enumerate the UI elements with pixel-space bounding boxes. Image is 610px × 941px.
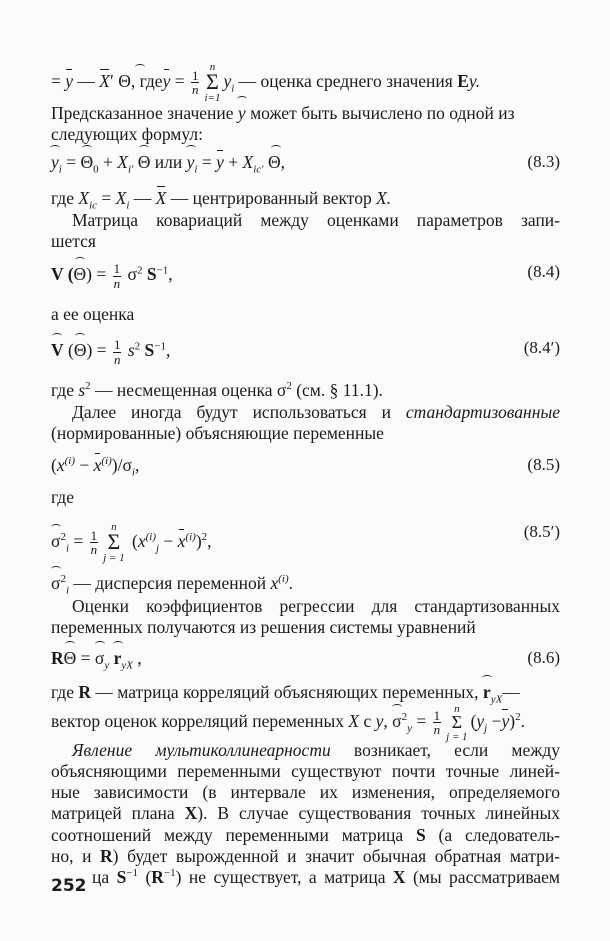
y-bar: y — [216, 152, 224, 172]
sup: 2 — [136, 264, 143, 277]
equation-body — [51, 152, 285, 177]
text: Далее иногда будут использоваться и — [72, 402, 406, 422]
text: — центрированный вектор — [166, 188, 377, 208]
sigma-hat: σ — [94, 648, 105, 668]
text: ) не существует, а матрица — [175, 867, 393, 887]
text: = — [69, 530, 88, 551]
text: где — [51, 188, 79, 208]
x-bar: X — [99, 70, 110, 91]
paragraph-line — [72, 402, 560, 423]
var: y. — [468, 70, 481, 91]
sup: (i) — [185, 531, 196, 544]
var: S — [116, 867, 127, 887]
paragraph-line — [51, 825, 560, 846]
paragraph-line — [92, 867, 560, 888]
y-bar: y — [65, 70, 74, 91]
text: = — [411, 711, 431, 731]
y-hat: y — [51, 152, 59, 172]
text: ( — [470, 711, 477, 731]
v-hat: V — [51, 340, 64, 361]
sum-symbol — [446, 704, 467, 742]
fraction — [433, 709, 442, 737]
paragraph-line — [72, 740, 560, 761]
sup: 2 — [515, 711, 521, 724]
sup: 2 — [286, 380, 292, 393]
text: , — [133, 648, 142, 668]
var: x — [270, 573, 279, 593]
sub: i — [194, 163, 198, 176]
sup: 2 — [134, 340, 141, 353]
sigma-glyph: Σ — [451, 712, 463, 733]
sub: i — [126, 199, 130, 212]
sigma-glyph: Σ — [107, 529, 121, 555]
var: S — [415, 825, 426, 845]
text: ) = — [86, 264, 111, 285]
text: ца — [92, 867, 117, 887]
sup: (i) — [101, 455, 112, 468]
sub: ic — [89, 199, 98, 212]
sup: (i) — [145, 531, 156, 544]
var: y — [223, 70, 232, 91]
sub: i — [65, 542, 69, 555]
theta-hat: Θ — [63, 648, 77, 668]
r-hat: r — [482, 682, 491, 702]
text: + — [98, 152, 118, 172]
denominator: n — [191, 82, 199, 98]
equation-body — [51, 522, 212, 564]
var: X — [117, 152, 128, 172]
equation-8-5-prime — [51, 522, 560, 564]
text: ) — [195, 530, 202, 551]
text: (а следователь- — [425, 825, 560, 845]
text: . — [520, 711, 525, 731]
text: — — [129, 188, 156, 208]
y-hat: y — [186, 152, 195, 172]
text: возникает, если между — [330, 740, 561, 760]
text: — — [502, 682, 520, 702]
x-bar: x — [93, 455, 102, 475]
equation-body — [51, 338, 170, 366]
text: — дисперсия переменной — [69, 573, 271, 593]
paragraph-line: а ее оценка — [51, 304, 135, 324]
paragraph-line: шется — [51, 231, 96, 251]
equation-8-5 — [51, 455, 560, 480]
numerator: 1 — [433, 707, 441, 723]
text: . — [288, 573, 293, 593]
sub: i — [131, 466, 135, 479]
sup: (i) — [64, 455, 75, 468]
sum-lower: j = 1 — [446, 730, 468, 743]
theta-hat: Θ — [73, 264, 87, 285]
sum-upper: n — [209, 61, 216, 73]
var: X — [78, 188, 90, 208]
text: )/σ — [111, 455, 132, 475]
r-hat: r — [113, 648, 122, 668]
fraction — [113, 262, 122, 290]
paragraph-line — [51, 704, 560, 742]
text: ) = — [86, 340, 111, 361]
sum-lower: j = 1 — [103, 552, 125, 565]
sub: y — [104, 659, 110, 672]
paragraph-line — [51, 682, 560, 707]
text: — оценка среднего значения — [234, 70, 458, 91]
sub: ic′ — [253, 163, 264, 176]
sup: 2 — [60, 531, 66, 544]
page-number: 252 — [51, 876, 87, 896]
sigma-hat: σ — [392, 711, 402, 731]
var: X — [184, 803, 198, 823]
y-bar: y — [501, 711, 510, 731]
var: y — [476, 711, 485, 731]
equation-number: (8.3) — [527, 152, 560, 171]
var: X — [392, 867, 406, 887]
sigma-glyph: Σ — [206, 69, 219, 95]
var: X. — [376, 188, 392, 208]
emphasis: Явление мультиколлинеарности — [72, 740, 331, 760]
text: , — [383, 711, 393, 731]
text: ). В случае существования точных линейных — [197, 803, 561, 823]
sum-upper: n — [111, 521, 117, 533]
theta-hat: Θ — [73, 340, 87, 361]
equation-8-4-prime — [51, 338, 560, 366]
text: ) — [509, 711, 516, 731]
text: = — [170, 70, 189, 91]
theta-hat: Θ — [80, 152, 94, 172]
var: R — [51, 648, 64, 668]
equation-8-6 — [51, 648, 560, 673]
paragraph-line: следующих формул: — [51, 124, 203, 144]
sup: (i) — [278, 573, 289, 586]
paragraph-line: объясняющими переменными существуют почти точные линей- — [51, 761, 560, 781]
var: R — [78, 682, 91, 702]
numerator: 1 — [113, 261, 121, 276]
text: матрицей плана — [51, 803, 185, 823]
equation-number: (8.4′) — [523, 338, 560, 357]
text: = — [197, 152, 217, 172]
sub: i — [58, 163, 62, 176]
emphasis: стандартизованные — [405, 402, 560, 422]
var: s — [123, 340, 135, 361]
text: Предсказанное значение — [51, 103, 238, 123]
text: с — [359, 711, 376, 731]
sigma-hat: σ — [51, 573, 61, 593]
paragraph-line — [51, 803, 560, 824]
equation-number: (8.4) — [527, 262, 560, 281]
formula-line-mean — [51, 62, 560, 104]
sup: 2 — [60, 573, 66, 586]
var: x — [137, 530, 146, 551]
sum-symbol — [103, 522, 124, 564]
sub: i′ — [127, 163, 134, 176]
equation-8-4 — [51, 262, 560, 290]
var: R — [100, 846, 113, 866]
equation-body — [51, 455, 139, 480]
paragraph-line — [51, 380, 560, 401]
sum-lower: i=1 — [204, 92, 221, 105]
text: или — [150, 152, 187, 172]
denominator: n — [433, 722, 441, 738]
text: + — [223, 152, 243, 172]
var: R — [151, 867, 164, 887]
var: x — [56, 455, 65, 475]
text: S — [140, 340, 155, 361]
text: − — [75, 455, 94, 475]
equation-number: (8.6) — [527, 648, 560, 667]
theta-hat: Θ — [137, 152, 151, 172]
sum-upper: n — [454, 703, 460, 715]
y-hat: y — [237, 103, 246, 123]
sup: 2 — [85, 380, 91, 393]
paragraph-line: Оценки коэффициентов регрессии для стандартизованных — [72, 596, 560, 616]
text: (мы рассматриваем — [405, 867, 560, 887]
sigma-hat: σ — [51, 530, 61, 551]
text: , — [165, 340, 171, 361]
text: может быть вычислено по одной из — [245, 103, 515, 123]
equation-number: (8.5) — [527, 455, 560, 474]
expectation-E: E — [457, 70, 469, 91]
denominator: n — [90, 542, 98, 558]
text: вектор оценок корреляций переменных — [51, 711, 349, 731]
sup: 2 — [201, 531, 208, 544]
equation-body — [51, 648, 142, 673]
numerator: 1 — [90, 527, 98, 543]
sub: y — [407, 722, 412, 735]
paragraph-line: (нормированные) объясняющие переменные — [51, 423, 384, 443]
var: s — [78, 380, 86, 400]
var: X — [348, 711, 360, 731]
equation-number: (8.5′) — [523, 522, 560, 541]
fraction — [191, 69, 200, 97]
sub: j — [484, 722, 488, 735]
text: (см. § 11.1). — [291, 380, 383, 400]
fraction — [90, 529, 99, 557]
text: — матрица корреляций объясняющих переменных, — [91, 682, 483, 702]
sum-symbol — [204, 62, 220, 104]
paragraph-line: Матрица ковариаций между оценками параметров запи- — [72, 210, 560, 230]
y-bar: y — [162, 70, 171, 91]
paragraph-line — [51, 103, 560, 124]
text: ( — [63, 340, 74, 361]
var: y — [375, 711, 384, 731]
text: = — [97, 188, 116, 208]
sub: yX — [121, 659, 133, 672]
text: соотношений между переменными матрица — [51, 825, 416, 845]
text: , — [207, 530, 212, 551]
numerator: 1 — [191, 67, 199, 83]
text: σ — [123, 264, 137, 285]
sup: −1 — [126, 867, 139, 880]
text: где — [51, 682, 79, 702]
text: = — [76, 648, 95, 668]
sup: −1 — [156, 264, 169, 277]
equation-8-3 — [51, 152, 560, 177]
text: ( — [127, 530, 138, 551]
paragraph-line: переменных получаются из решения системы уравнений — [51, 617, 476, 637]
var: X — [115, 188, 127, 208]
sub: i — [231, 82, 235, 95]
text: S — [142, 264, 157, 285]
sub: yX — [490, 693, 503, 706]
text: где — [51, 380, 79, 400]
paragraph-line — [51, 188, 560, 213]
fraction — [113, 338, 122, 366]
paragraph-line — [51, 573, 560, 598]
var: X — [242, 152, 254, 172]
sub: 0 — [93, 163, 99, 176]
denominator: n — [113, 351, 121, 367]
text: , — [168, 264, 173, 285]
equation-body — [51, 262, 173, 290]
denominator: n — [113, 275, 121, 291]
text: ( — [51, 455, 57, 475]
text: , — [134, 455, 140, 475]
text: − — [159, 530, 178, 551]
numerator: 1 — [113, 337, 121, 352]
x-bar: x — [177, 530, 186, 551]
text: = — [51, 70, 66, 91]
sup: −1 — [154, 340, 166, 353]
sup: −1 — [163, 867, 176, 880]
theta-hat: Θ, где — [118, 70, 163, 91]
sup: 2 — [401, 711, 408, 724]
text: − — [487, 711, 502, 731]
theta-hat: Θ, — [267, 152, 285, 172]
paragraph-line — [51, 846, 560, 867]
sub: i — [65, 584, 69, 597]
text: ′ — [109, 70, 119, 91]
x-bar: X — [155, 188, 167, 208]
sub: j — [155, 542, 160, 555]
text: ( — [138, 867, 152, 887]
paragraph-line: ные зависимости (в интервале их изменения, определяемого — [51, 782, 560, 802]
text: — — [73, 70, 100, 91]
text: но, и — [51, 846, 101, 866]
text: ) будет вырожденной и значит обычная обратная матри- — [112, 846, 561, 866]
text: = — [61, 152, 81, 172]
text: V ( — [51, 264, 74, 285]
paragraph-line: где — [51, 487, 74, 507]
text: — несмещенная оценка σ — [90, 380, 287, 400]
